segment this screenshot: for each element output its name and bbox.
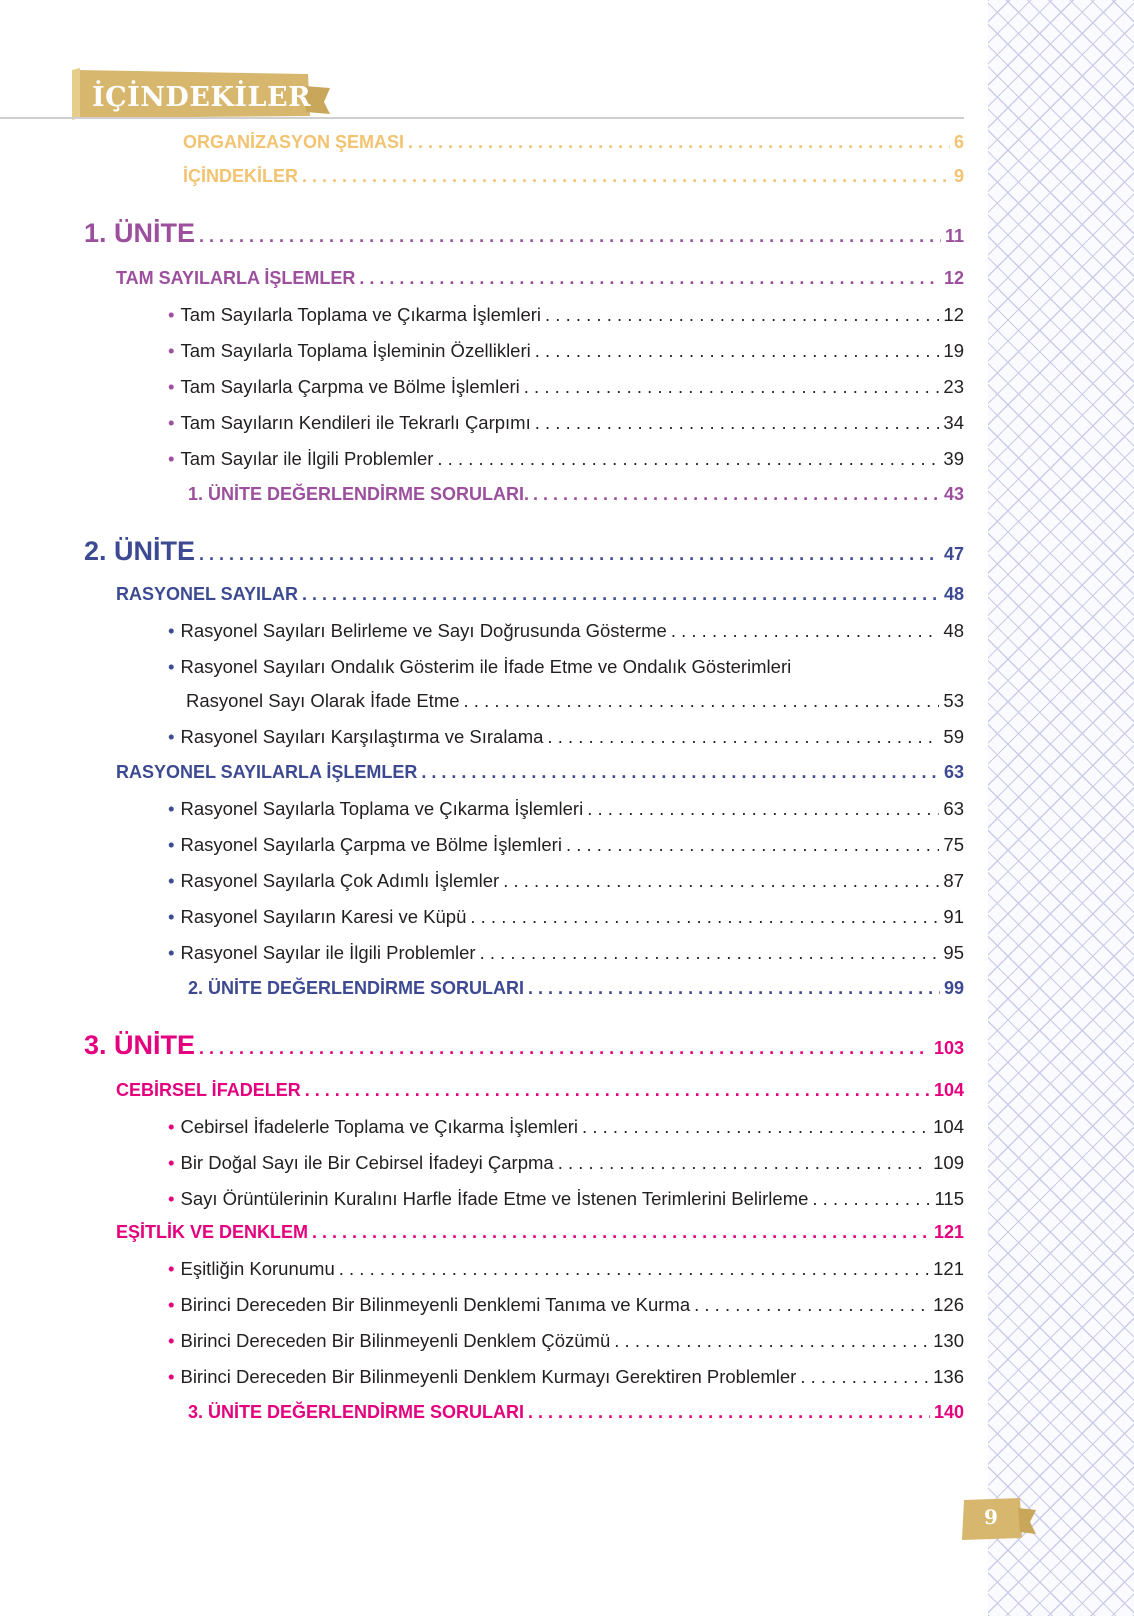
toc-item-label: Tam Sayılar ile İlgili Problemler <box>180 448 434 469</box>
toc-item-label: Birinci Dereceden Bir Bilinmeyenli Denklemi Tanıma ve Kurma <box>180 1294 691 1315</box>
evaluation-label: 1. ÜNİTE DEĞERLENDİRME SORULARI. <box>188 484 530 504</box>
toc-item[interactable] <box>168 798 964 820</box>
unit-3-heading[interactable] <box>84 1030 964 1061</box>
toc-item-page: 23 <box>943 376 964 397</box>
dot-leader <box>528 978 940 999</box>
dot-leader <box>800 1366 929 1388</box>
toc-item-label: Rasyonel Sayı Olarak İfade Etme <box>186 690 460 711</box>
toc-item-page: 39 <box>943 448 964 469</box>
section-label: RASYONEL SAYILARLA İŞLEMLER <box>116 762 418 782</box>
section-label: CEBİRSEL İFADELER <box>116 1080 301 1100</box>
section-label: TAM SAYILARLA İŞLEMLER <box>116 268 356 288</box>
unit-page: 103 <box>933 1038 964 1058</box>
dot-leader <box>421 762 940 783</box>
toc-item-multiline-second[interactable] <box>186 690 964 712</box>
section-integer-operations[interactable] <box>116 268 964 289</box>
bullet-icon: • <box>168 834 175 855</box>
dot-leader <box>535 412 940 434</box>
toc-item-page: 34 <box>943 412 964 433</box>
section-page: 63 <box>943 762 964 782</box>
bullet-icon: • <box>168 412 175 433</box>
dot-leader <box>566 834 939 856</box>
toc-item-page: 87 <box>943 870 964 891</box>
toc-entry-page: 9 <box>953 166 964 186</box>
bullet-icon: • <box>168 1330 175 1351</box>
bullet-icon: • <box>168 1188 175 1209</box>
unit-title: 3. ÜNİTE <box>84 1030 196 1060</box>
toc-item-page: 75 <box>943 834 964 855</box>
section-label: RASYONEL SAYILAR <box>116 584 299 604</box>
bullet-icon: • <box>168 1116 175 1137</box>
bullet-icon: • <box>168 1294 175 1315</box>
toc-item[interactable] <box>168 1330 964 1352</box>
toc-item[interactable] <box>168 726 964 748</box>
dot-leader <box>437 448 939 470</box>
toc-item[interactable] <box>168 304 964 326</box>
evaluation-page: 99 <box>943 978 964 998</box>
decorative-side-pattern <box>988 0 1134 1616</box>
dot-leader <box>524 376 940 398</box>
toc-item[interactable] <box>168 1188 964 1210</box>
section-equality-and-equation[interactable] <box>116 1222 964 1243</box>
toc-item-page: 121 <box>933 1258 964 1279</box>
bullet-icon: • <box>168 1258 175 1279</box>
toc-item-page: 91 <box>943 906 964 927</box>
bullet-icon: • <box>168 376 175 397</box>
toc-item[interactable] <box>168 620 964 642</box>
dot-leader <box>302 166 950 187</box>
toc-item[interactable] <box>168 1258 964 1280</box>
dot-leader <box>464 690 940 712</box>
toc-item-page: 12 <box>943 304 964 325</box>
section-page: 104 <box>933 1080 964 1100</box>
bullet-icon: • <box>168 620 175 641</box>
dot-leader <box>302 584 940 605</box>
toc-item-page: 104 <box>933 1116 964 1137</box>
dot-leader <box>359 268 940 289</box>
section-page: 121 <box>933 1222 964 1242</box>
section-rational-operations[interactable] <box>116 762 964 783</box>
toc-item-page: 59 <box>943 726 964 747</box>
toc-item-label: Tam Sayılarla Toplama ve Çıkarma İşlemleri <box>180 304 542 325</box>
bullet-icon: • <box>168 870 175 891</box>
toc-entry-organization-chart[interactable] <box>183 132 964 153</box>
toc-item-multiline-first[interactable] <box>168 656 791 678</box>
section-page: 48 <box>943 584 964 604</box>
toc-item-label: Rasyonel Sayıları Belirleme ve Sayı Doğrusunda Gösterme <box>180 620 667 641</box>
dot-leader <box>470 906 939 928</box>
toc-item-label: Birinci Dereceden Bir Bilinmeyenli Denklem Çözümü <box>180 1330 611 1351</box>
toc-item-label: Rasyonel Sayıları Karşılaştırma ve Sıralama <box>180 726 544 747</box>
dot-leader <box>408 132 950 153</box>
toc-item-label: Sayı Örüntülerinin Kuralını Harfle İfade Etme ve İstenen Terimlerini Belirleme <box>180 1188 809 1209</box>
toc-item[interactable] <box>168 412 964 434</box>
toc-item-page: 126 <box>933 1294 964 1315</box>
bullet-icon: • <box>168 1366 175 1387</box>
dot-leader <box>587 798 939 820</box>
toc-item-page: 136 <box>933 1366 964 1387</box>
toc-item-page: 95 <box>943 942 964 963</box>
toc-item[interactable] <box>168 1116 964 1138</box>
dot-leader <box>535 340 940 362</box>
bullet-icon: • <box>168 726 175 747</box>
toc-item[interactable] <box>168 906 964 928</box>
toc-item-label: Rasyonel Sayılarla Çarpma ve Bölme İşlemleri <box>180 834 562 855</box>
page-title: İÇİNDEKİLER <box>92 82 312 113</box>
dot-leader <box>694 1294 929 1316</box>
dot-leader <box>671 620 940 642</box>
evaluation-page: 43 <box>943 484 964 504</box>
toc-item[interactable] <box>168 1152 964 1174</box>
header-banner <box>72 68 342 124</box>
dot-leader <box>545 304 939 326</box>
header-divider <box>0 117 964 119</box>
toc-item-label: Birinci Dereceden Bir Bilinmeyenli Denklem Kurmayı Gerektiren Problemler <box>180 1366 797 1387</box>
toc-item[interactable] <box>168 834 964 856</box>
bullet-icon: • <box>168 304 175 325</box>
toc-item-label: Eşitliğin Korunumu <box>180 1258 335 1279</box>
toc-entry-label: İÇİNDEKİLER <box>183 166 299 186</box>
dot-leader <box>503 870 939 892</box>
unit-1-heading[interactable] <box>84 218 964 249</box>
toc-item-page: 109 <box>933 1152 964 1173</box>
page-number: 9 <box>984 1505 998 1529</box>
evaluation-page: 140 <box>933 1402 964 1422</box>
page-number-tab <box>962 1496 1042 1542</box>
unit-title: 1. ÜNİTE <box>84 218 196 248</box>
section-page: 12 <box>943 268 964 288</box>
unit-page: 11 <box>944 226 964 246</box>
dot-leader <box>339 1258 929 1280</box>
section-label: EŞİTLİK VE DENKLEM <box>116 1222 309 1242</box>
bullet-icon: • <box>168 906 175 927</box>
dot-leader <box>528 1402 930 1423</box>
toc-item-label: Tam Sayıların Kendileri ile Tekrarlı Çarpımı <box>180 412 531 433</box>
dot-leader <box>533 484 940 505</box>
toc-item[interactable] <box>168 1366 964 1388</box>
unit-2-heading[interactable] <box>84 536 964 567</box>
bullet-icon: • <box>168 1152 175 1173</box>
unit-title: 2. ÜNİTE <box>84 536 196 566</box>
dot-leader <box>199 226 941 247</box>
toc-item[interactable] <box>168 448 964 470</box>
dot-leader <box>558 1152 929 1174</box>
dot-leader <box>199 544 940 565</box>
toc-item-label: Rasyonel Sayılar ile İlgili Problemler <box>180 942 476 963</box>
toc-item[interactable] <box>168 870 964 892</box>
unit-1-evaluation[interactable] <box>188 484 964 505</box>
toc-item-label: Rasyonel Sayılarla Çok Adımlı İşlemler <box>180 870 500 891</box>
toc-item-label: Rasyonel Sayıların Karesi ve Küpü <box>180 906 467 927</box>
unit-3-evaluation[interactable] <box>188 1402 964 1423</box>
toc-entry-label: ORGANİZASYON ŞEMASI <box>183 132 405 152</box>
toc-item-label: Cebirsel İfadelerle Toplama ve Çıkarma İşlemleri <box>180 1116 579 1137</box>
unit-page: 47 <box>943 544 964 564</box>
dot-leader <box>305 1080 930 1101</box>
toc-item[interactable] <box>168 1294 964 1316</box>
dot-leader <box>582 1116 929 1138</box>
bullet-icon: • <box>168 942 175 963</box>
dot-leader <box>312 1222 930 1243</box>
toc-item-label: Rasyonel Sayıları Ondalık Gösterim ile İfade Etme ve Ondalık Gösterimleri <box>180 656 792 677</box>
toc-item[interactable] <box>168 340 964 362</box>
evaluation-label: 2. ÜNİTE DEĞERLENDİRME SORULARI <box>188 978 525 998</box>
toc-item-label: Rasyonel Sayılarla Toplama ve Çıkarma İşlemleri <box>180 798 584 819</box>
toc-item-label: Bir Doğal Sayı ile Bir Cebirsel İfadeyi Çarpma <box>180 1152 554 1173</box>
toc-item-page: 53 <box>943 690 964 711</box>
section-rational-numbers[interactable] <box>116 584 964 605</box>
toc-item[interactable] <box>168 942 964 964</box>
bullet-icon: • <box>168 448 175 469</box>
section-algebraic-expressions[interactable] <box>116 1080 964 1101</box>
toc-item-label: Tam Sayılarla Toplama İşleminin Özellikleri <box>180 340 531 361</box>
dot-leader <box>812 1188 930 1210</box>
dot-leader <box>547 726 939 748</box>
dot-leader <box>614 1330 929 1352</box>
unit-2-evaluation[interactable] <box>188 978 964 999</box>
toc-item-page: 130 <box>933 1330 964 1351</box>
toc-item-page: 115 <box>934 1188 964 1209</box>
bullet-icon: • <box>168 798 175 819</box>
bullet-icon: • <box>168 340 175 361</box>
dot-leader <box>199 1038 930 1059</box>
toc-item-page: 63 <box>943 798 964 819</box>
toc-item[interactable] <box>168 376 964 398</box>
toc-item-page: 19 <box>943 340 964 361</box>
toc-item-label: Tam Sayılarla Çarpma ve Bölme İşlemleri <box>180 376 520 397</box>
evaluation-label: 3. ÜNİTE DEĞERLENDİRME SORULARI <box>188 1402 525 1422</box>
bullet-icon: • <box>168 656 175 677</box>
dot-leader <box>480 942 940 964</box>
toc-entry-page: 6 <box>953 132 964 152</box>
toc-entry-contents[interactable] <box>183 166 964 187</box>
toc-item-page: 48 <box>943 620 964 641</box>
